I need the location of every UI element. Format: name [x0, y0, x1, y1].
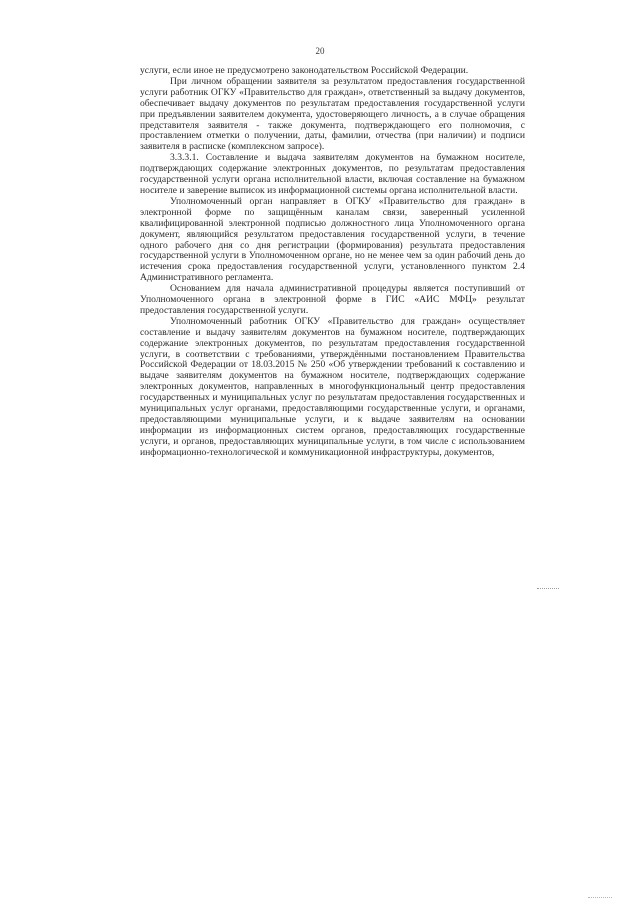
paragraph: услуги, если иное не предусмотрено законодательством Российской Федерации. [140, 65, 469, 76]
paragraph: Основанием для начала административной процедуры является поступивший от Уполномоченного органа в электронной форме в ГИС «АИС МФЦ» результат предоставления государственной услуги. [140, 283, 525, 316]
paragraph: Уполномоченный орган направляет в ОГКУ «Правительство для граждан» в электронной форме по защищённым каналам связи, заверенный усиленной квалифицированной электронной подписью должностного лица Уполномоченного органа документ, являющийся результатом предоставления государственной услуги, в течение одного рабочего дня со дня регистрации (формирования) результата предоставления государственной услуги в Уполномоченном органе, но не менее чем за один рабочий день до истечения срока предоставления государственной услуги, установленного пунктом 2.4 Административного регламента. [140, 195, 525, 284]
scan-artifact [588, 897, 612, 899]
page-number: 20 [315, 46, 325, 56]
document-body [140, 66, 525, 459]
paragraph: Уполномоченный работник ОГКУ «Правительство для граждан» осуществляет составление и выдачу заявителям документов на бумажном носителе, подтверждающих содержание электронных документов, по результатам предоставления государственной услуги, в соответствии с требованиями, утверждёнными постановлением Правительства Российской Федерации от 18.03.2015 № 250 «Об утверждении требований к составлению и выдаче заявителям документов на бумажном носителе, подтверждающих содержание электронных документов, направленных в многофункциональный центр предоставления государственных и муниципальных услуг по результатам предоставления государственных и муниципальных услуг органами, предоставляющими государственные услуги, и органами, предоставляющими муниципальные услуги, и к выдаче заявителям на основании информации из информационных систем органов, предоставляющих государственные услуги, и органов, предоставляющих муниципальные услуги, в том числе с использованием информационно-технологической и коммуникационной инфраструктуры, документов, [140, 315, 525, 458]
paragraph: При личном обращении заявителя за результатом предоставления государственной услуги работник ОГКУ «Правительство для граждан», ответственный за выдачу документов, обеспечивает выдачу документов по результатам предоставления государственной услуги при предъявлении заявителем документа, удостоверяющего личность, а в случае обращения представителя заявителя - также документа, подтверждающего его полномочия, с проставлением отметки о получении, даты, фамилии, отчества (при наличии) и подписи заявителя в расписке (комплексном запросе). [140, 75, 525, 153]
scan-artifact [537, 588, 559, 590]
paragraph: 3.3.3.1. Составление и выдача заявителям документов на бумажном носителе, подтверждающих содержание электронных документов, по результатам предоставления государственной услуги органа исполнительной власти, включая составление на бумажном носителе и заверение выписок из информационной системы органа исполнительной власти. [140, 152, 525, 196]
